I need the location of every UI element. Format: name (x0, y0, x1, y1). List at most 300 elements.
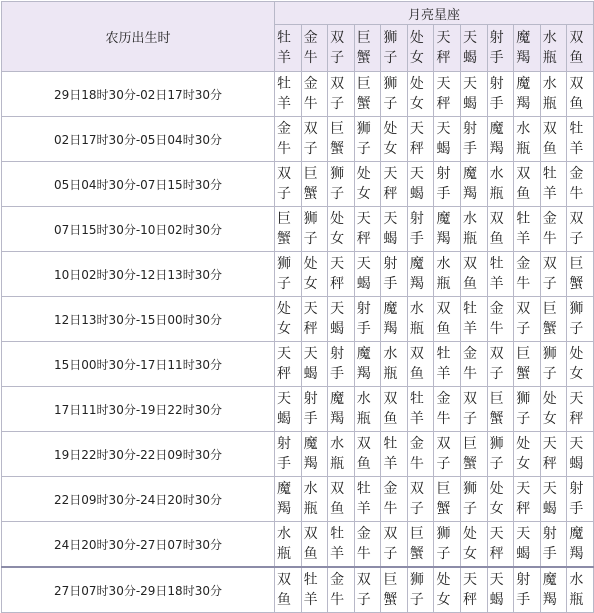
moon-sign-cell (275, 567, 302, 613)
moon-sign-cell (434, 387, 461, 432)
moon-sign-cell (514, 567, 541, 613)
moon-sign-cell (487, 207, 514, 252)
moon-sign-cell (567, 72, 594, 117)
moon-sign-label: 巨蟹 (356, 76, 371, 112)
sign-header-label: 牡羊 (277, 30, 291, 67)
moon-sign-cell (434, 72, 461, 117)
moon-sign-cell (487, 567, 514, 613)
moon-sign-label: 处女 (516, 436, 531, 472)
moon-sign-label: 双子 (436, 436, 451, 472)
sign-header-label: 双鱼 (569, 30, 584, 67)
table-row (2, 522, 594, 568)
moon-sign-cell (540, 297, 567, 342)
moon-sign-cell (275, 477, 302, 522)
table-row (2, 252, 594, 297)
moon-sign-label: 射手 (277, 436, 291, 472)
moon-sign-label: 天秤 (356, 211, 371, 247)
moon-sign-label: 天秤 (489, 526, 504, 562)
moon-sign-label: 射手 (542, 526, 557, 562)
moon-sign-label: 牡羊 (409, 391, 424, 427)
moon-sign-label: 天蝎 (303, 346, 318, 382)
table-row (2, 162, 594, 207)
moon-sign-cell (540, 387, 567, 432)
birth-time-range: 19日22时30分-22日09时30分 (2, 432, 275, 477)
moon-sign-cell (328, 72, 355, 117)
moon-sign-label: 双鱼 (277, 572, 291, 608)
header-row-top (2, 2, 594, 25)
moon-sign-label: 天蝎 (383, 211, 398, 247)
sign-header-cell (354, 25, 381, 72)
moon-sign-cell (567, 117, 594, 162)
moon-sign-label: 牡羊 (436, 346, 451, 382)
moon-sign-cell (381, 297, 408, 342)
moon-sign-label: 天蝎 (489, 572, 504, 608)
moon-sign-label: 天秤 (383, 166, 398, 202)
moon-sign-cell (407, 252, 434, 297)
moon-sign-cell (514, 207, 541, 252)
moon-sign-cell (407, 432, 434, 477)
moon-sign-cell (514, 117, 541, 162)
moon-sign-label: 狮子 (277, 256, 291, 292)
moon-sign-cell (301, 117, 328, 162)
sign-header-cell (461, 25, 488, 72)
moon-sign-cell (328, 432, 355, 477)
moon-sign-cell (434, 477, 461, 522)
moon-sign-label: 双鱼 (436, 301, 451, 337)
moon-sign-label: 射手 (383, 256, 398, 292)
moon-sign-label: 狮子 (436, 526, 451, 562)
sign-header-label: 处女 (409, 30, 424, 67)
birth-time-range: 22日09时30分-24日20时30分 (2, 477, 275, 522)
moon-sign-label: 射手 (489, 76, 504, 112)
moon-sign-cell (407, 162, 434, 207)
moon-sign-label: 魔羯 (330, 391, 345, 427)
sign-header-label: 魔羯 (516, 30, 531, 67)
table-row (2, 477, 594, 522)
moon-sign-label: 金牛 (436, 391, 451, 427)
moon-sign-label: 牡羊 (277, 76, 291, 112)
moon-sign-label: 水瓶 (303, 481, 318, 517)
moon-sign-cell (275, 72, 302, 117)
sign-header-label: 金牛 (303, 30, 318, 67)
moon-sign-label: 天蝎 (356, 256, 371, 292)
moon-sign-label: 处女 (542, 391, 557, 427)
moon-sign-cell (328, 522, 355, 568)
moon-sign-cell (301, 252, 328, 297)
moon-sign-cell (461, 567, 488, 613)
moon-sign-cell (381, 342, 408, 387)
sign-header-cell (275, 25, 302, 72)
moon-sign-label: 巨蟹 (330, 121, 345, 157)
moon-sign-cell (514, 297, 541, 342)
moon-sign-label: 天蝎 (463, 76, 478, 112)
moon-sign-cell (381, 522, 408, 568)
moon-sign-cell (354, 342, 381, 387)
moon-sign-cell (407, 477, 434, 522)
moon-sign-label: 水瓶 (463, 211, 478, 247)
sign-header-label: 天秤 (436, 30, 451, 67)
moon-sign-cell (301, 477, 328, 522)
birth-time-range: 24日20时30分-27日07时30分 (2, 522, 275, 568)
moon-sign-cell (487, 297, 514, 342)
table-body (2, 72, 594, 613)
moon-sign-cell (407, 342, 434, 387)
moon-sign-label: 牡羊 (303, 572, 318, 608)
sign-header-label: 天蝎 (463, 30, 478, 67)
moon-sign-label: 魔羯 (569, 526, 584, 562)
moon-sign-label: 射手 (436, 166, 451, 202)
moon-sign-label: 水瓶 (436, 256, 451, 292)
moon-sign-cell (301, 387, 328, 432)
moon-sign-label: 水瓶 (489, 166, 504, 202)
moon-sign-label: 金牛 (277, 121, 291, 157)
table-row (2, 567, 594, 613)
moon-sign-label: 牡羊 (383, 436, 398, 472)
moon-sign-label: 天秤 (463, 572, 478, 608)
moon-sign-label: 魔羯 (409, 256, 424, 292)
birth-time-range: 29日18时30分-02日17时30分 (2, 72, 275, 117)
sign-header-cell (540, 25, 567, 72)
moon-sign-cell (407, 297, 434, 342)
moon-sign-cell (514, 252, 541, 297)
table-row (2, 72, 594, 117)
lunar-birth-time-header: 农历出生时 (2, 2, 275, 72)
moon-sign-cell (567, 432, 594, 477)
moon-sign-label: 狮子 (516, 391, 531, 427)
moon-sign-cell (354, 72, 381, 117)
moon-sign-cell (487, 342, 514, 387)
moon-sign-label: 射手 (409, 211, 424, 247)
moon-sign-label: 水瓶 (516, 121, 531, 157)
moon-sign-cell (328, 567, 355, 613)
moon-sign-cell (381, 432, 408, 477)
moon-sign-cell (301, 522, 328, 568)
moon-sign-cell (540, 252, 567, 297)
moon-sign-label: 双鱼 (356, 436, 371, 472)
moon-sign-cell (540, 432, 567, 477)
moon-sign-label: 天秤 (569, 391, 584, 427)
moon-sign-cell (328, 207, 355, 252)
moon-sign-cell (354, 567, 381, 613)
moon-sign-cell (540, 162, 567, 207)
moon-sign-label: 天蝎 (436, 121, 451, 157)
moon-sign-cell (540, 567, 567, 613)
moon-sign-cell (301, 162, 328, 207)
moon-sign-label: 天蝎 (277, 391, 291, 427)
moon-sign-label: 魔羯 (489, 121, 504, 157)
birth-time-range: 27日07时30分-29日18时30分 (2, 567, 275, 613)
moon-sign-label: 牡羊 (463, 301, 478, 337)
moon-sign-label: 双鱼 (489, 211, 504, 247)
moon-sign-label: 处女 (409, 76, 424, 112)
moon-sign-label: 狮子 (489, 436, 504, 472)
moon-sign-label: 巨蟹 (383, 572, 398, 608)
moon-sign-cell (407, 207, 434, 252)
moon-sign-label: 金牛 (356, 526, 371, 562)
moon-sign-cell (301, 567, 328, 613)
moon-sign-cell (354, 477, 381, 522)
moon-sign-label: 金牛 (409, 436, 424, 472)
moon-sign-label: 天蝎 (409, 166, 424, 202)
moon-sign-cell (328, 297, 355, 342)
moon-sign-label: 双鱼 (463, 256, 478, 292)
moon-sign-cell (354, 387, 381, 432)
moon-sign-label: 巨蟹 (277, 211, 291, 247)
sign-header-cell (407, 25, 434, 72)
table-row (2, 297, 594, 342)
moon-sign-label: 魔羯 (463, 166, 478, 202)
moon-sign-label: 巨蟹 (463, 436, 478, 472)
moon-sign-cell (434, 162, 461, 207)
moon-sign-label: 射手 (330, 346, 345, 382)
sign-header-label: 双子 (330, 30, 345, 67)
moon-sign-cell (381, 387, 408, 432)
moon-sign-cell (354, 162, 381, 207)
birth-time-range: 02日17时30分-05日04时30分 (2, 117, 275, 162)
moon-sign-cell (487, 252, 514, 297)
moon-sign-cell (567, 387, 594, 432)
moon-sign-label: 天秤 (436, 76, 451, 112)
moon-sign-cell (381, 252, 408, 297)
moon-sign-label: 天秤 (303, 301, 318, 337)
moon-sign-cell (434, 522, 461, 568)
moon-sign-label: 狮子 (303, 211, 318, 247)
moon-sign-cell (328, 117, 355, 162)
moon-sign-label: 双子 (569, 211, 584, 247)
table-row (2, 387, 594, 432)
moon-sign-cell (328, 477, 355, 522)
moon-sign-label: 天秤 (516, 481, 531, 517)
moon-sign-label: 巨蟹 (516, 346, 531, 382)
moon-sign-label: 魔羯 (516, 76, 531, 112)
moon-sign-label: 双鱼 (542, 121, 557, 157)
moon-sign-label: 双鱼 (330, 481, 345, 517)
moon-sign-label: 双子 (489, 346, 504, 382)
table-row (2, 207, 594, 252)
moon-sign-cell (487, 387, 514, 432)
moon-sign-label: 金牛 (542, 211, 557, 247)
moon-sign-label: 水瓶 (356, 391, 371, 427)
moon-sign-label: 金牛 (303, 76, 318, 112)
moon-sign-cell (328, 387, 355, 432)
moon-sign-label: 双子 (542, 256, 557, 292)
moon-sign-cell (514, 162, 541, 207)
moon-sign-cell (567, 252, 594, 297)
moon-sign-cell (461, 477, 488, 522)
moon-sign-cell (567, 567, 594, 613)
birth-time-range: 17日11时30分-19日22时30分 (2, 387, 275, 432)
moon-sign-label: 金牛 (330, 572, 345, 608)
moon-sign-cell (434, 432, 461, 477)
moon-sign-label: 处女 (277, 301, 291, 337)
moon-sign-cell (301, 207, 328, 252)
moon-sign-cell (354, 117, 381, 162)
moon-sign-label: 牡羊 (489, 256, 504, 292)
moon-sign-label: 处女 (330, 211, 345, 247)
moon-sign-cell (301, 432, 328, 477)
moon-sign-label: 水瓶 (277, 526, 291, 562)
sign-header-cell (328, 25, 355, 72)
moon-sign-cell (354, 432, 381, 477)
moon-sign-cell (275, 342, 302, 387)
moon-sign-label: 处女 (463, 526, 478, 562)
moon-sign-cell (381, 207, 408, 252)
moon-sign-cell (514, 477, 541, 522)
moon-sign-cell (487, 432, 514, 477)
moon-sign-cell (567, 522, 594, 568)
moon-sign-table (1, 1, 594, 613)
table-row (2, 432, 594, 477)
moon-sign-label: 狮子 (409, 572, 424, 608)
moon-sign-cell (381, 72, 408, 117)
moon-sign-cell (434, 117, 461, 162)
moon-sign-label: 魔羯 (356, 346, 371, 382)
moon-sign-cell (407, 117, 434, 162)
moon-sign-label: 处女 (383, 121, 398, 157)
moon-sign-label: 狮子 (542, 346, 557, 382)
moon-sign-cell (275, 207, 302, 252)
moon-sign-label: 巨蟹 (409, 526, 424, 562)
moon-sign-cell (461, 72, 488, 117)
moon-sign-cell (407, 567, 434, 613)
moon-sign-label: 牡羊 (330, 526, 345, 562)
moon-sign-label: 狮子 (356, 121, 371, 157)
moon-sign-cell (540, 477, 567, 522)
moon-sign-label: 狮子 (569, 301, 584, 337)
moon-sign-label: 双鱼 (383, 391, 398, 427)
moon-sign-label: 金牛 (383, 481, 398, 517)
moon-sign-label: 金牛 (463, 346, 478, 382)
sign-header-cell (567, 25, 594, 72)
moon-sign-label: 天蝎 (542, 481, 557, 517)
moon-sign-label: 金牛 (516, 256, 531, 292)
moon-sign-label: 射手 (569, 481, 584, 517)
moon-sign-label: 狮子 (463, 481, 478, 517)
moon-sign-cell (461, 162, 488, 207)
moon-sign-label: 双鱼 (516, 166, 531, 202)
moon-sign-label: 射手 (463, 121, 478, 157)
moon-sign-cell (487, 522, 514, 568)
moon-sign-cell (487, 477, 514, 522)
moon-sign-label: 射手 (303, 391, 318, 427)
moon-sign-label: 天蝎 (330, 301, 345, 337)
moon-sign-cell (567, 297, 594, 342)
moon-sign-cell (540, 522, 567, 568)
moon-sign-label: 处女 (436, 572, 451, 608)
moon-sign-cell (487, 162, 514, 207)
moon-sign-header: 月亮星座 (275, 2, 594, 25)
sign-header-cell (487, 25, 514, 72)
moon-sign-label: 狮子 (330, 166, 345, 202)
moon-sign-cell (381, 567, 408, 613)
moon-sign-label: 巨蟹 (569, 256, 584, 292)
moon-sign-label: 双鱼 (303, 526, 318, 562)
moon-sign-label: 水瓶 (569, 572, 584, 608)
sign-header-label: 狮子 (383, 30, 398, 67)
moon-sign-label: 双子 (516, 301, 531, 337)
moon-sign-cell (275, 297, 302, 342)
moon-sign-cell (381, 162, 408, 207)
moon-sign-label: 金牛 (489, 301, 504, 337)
moon-sign-cell (328, 342, 355, 387)
moon-sign-cell (540, 117, 567, 162)
moon-sign-cell (514, 387, 541, 432)
moon-sign-cell (328, 252, 355, 297)
sign-header-label: 巨蟹 (356, 30, 371, 67)
moon-sign-cell (354, 207, 381, 252)
moon-sign-label: 天蝎 (569, 436, 584, 472)
moon-sign-label: 双子 (330, 76, 345, 112)
moon-sign-label: 水瓶 (542, 76, 557, 112)
moon-sign-cell (434, 342, 461, 387)
moon-sign-label: 射手 (516, 572, 531, 608)
moon-sign-label: 魔羯 (303, 436, 318, 472)
moon-sign-label: 处女 (569, 346, 584, 382)
moon-sign-cell (514, 432, 541, 477)
moon-sign-label: 天秤 (542, 436, 557, 472)
moon-sign-cell (461, 387, 488, 432)
moon-sign-cell (328, 162, 355, 207)
birth-time-range: 15日00时30分-17日11时30分 (2, 342, 275, 387)
moon-sign-label: 魔羯 (383, 301, 398, 337)
moon-sign-cell (434, 207, 461, 252)
moon-sign-cell (275, 252, 302, 297)
moon-sign-cell (461, 432, 488, 477)
moon-sign-cell (434, 252, 461, 297)
moon-sign-cell (567, 477, 594, 522)
birth-time-range: 10日02时30分-12日13时30分 (2, 252, 275, 297)
moon-sign-cell (461, 297, 488, 342)
moon-sign-label: 魔羯 (436, 211, 451, 247)
moon-sign-label: 处女 (489, 481, 504, 517)
moon-sign-cell (461, 522, 488, 568)
moon-sign-cell (275, 432, 302, 477)
moon-sign-label: 射手 (356, 301, 371, 337)
moon-sign-label: 牡羊 (516, 211, 531, 247)
moon-sign-cell (301, 72, 328, 117)
moon-sign-label: 牡羊 (569, 121, 584, 157)
moon-sign-cell (461, 342, 488, 387)
moon-sign-label: 水瓶 (383, 346, 398, 382)
moon-sign-cell (301, 342, 328, 387)
moon-sign-cell (407, 387, 434, 432)
moon-sign-label: 处女 (356, 166, 371, 202)
birth-time-range: 07日15时30分-10日02时30分 (2, 207, 275, 252)
moon-sign-label: 双鱼 (569, 76, 584, 112)
moon-sign-label: 水瓶 (409, 301, 424, 337)
moon-sign-cell (301, 297, 328, 342)
moon-sign-label: 处女 (303, 256, 318, 292)
moon-sign-cell (275, 387, 302, 432)
moon-sign-cell (461, 252, 488, 297)
moon-sign-label: 狮子 (383, 76, 398, 112)
sign-header-cell (514, 25, 541, 72)
moon-sign-label: 双子 (277, 166, 291, 202)
moon-sign-cell (540, 72, 567, 117)
moon-sign-cell (461, 207, 488, 252)
moon-sign-cell (407, 72, 434, 117)
moon-sign-label: 天秤 (277, 346, 291, 382)
sign-header-label: 射手 (489, 30, 504, 67)
sign-header-cell (301, 25, 328, 72)
moon-sign-cell (381, 477, 408, 522)
moon-sign-cell (275, 162, 302, 207)
sign-header-cell (381, 25, 408, 72)
moon-sign-cell (540, 207, 567, 252)
moon-sign-cell (354, 252, 381, 297)
moon-sign-label: 天秤 (330, 256, 345, 292)
moon-sign-cell (381, 117, 408, 162)
